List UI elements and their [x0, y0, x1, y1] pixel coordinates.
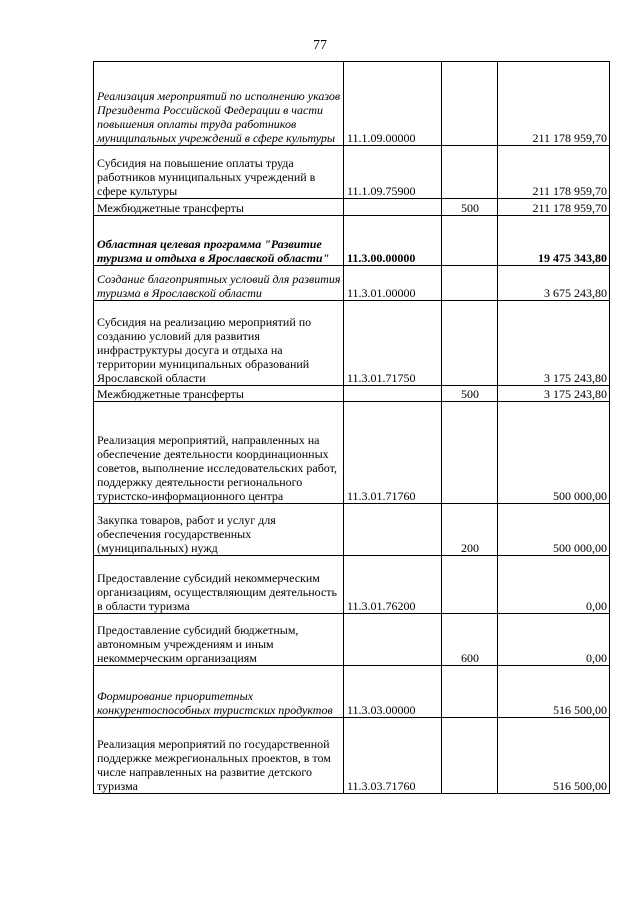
- row-code-cell: 11.1.09.75900: [344, 146, 442, 199]
- row-code-cell: 11.3.03.71760: [344, 718, 442, 794]
- row-expense-type-cell: [442, 402, 498, 504]
- budget-table: [93, 61, 610, 794]
- table-row: [94, 146, 610, 199]
- row-name-cell: Реализация мероприятий по государственной поддержке межрегиональных проектов, в том числе направленных на развитие детского туризма: [94, 718, 344, 794]
- row-code-cell: 11.1.09.00000: [344, 62, 442, 146]
- row-sum-cell: 3 675 243,80: [498, 266, 610, 301]
- row-code-cell: [344, 199, 442, 216]
- row-name-cell: Создание благоприятных условий для развития туризма в Ярославской области: [94, 266, 344, 301]
- row-sum-cell: 0,00: [498, 614, 610, 666]
- row-name-cell: Предоставление субсидий бюджетным, автономным учреждениям и иным некоммерческим организациям: [94, 614, 344, 666]
- row-name-cell: Субсидия на реализацию мероприятий по созданию условий для развития инфраструктуры досуга и отдыха на территории муниципальных образований Ярославской области: [94, 301, 344, 386]
- row-name-cell: Реализация мероприятий, направленных на обеспечение деятельности координационных советов, выполнение исследовательских работ, поддержку деятельности регионального туристско-информационного центра: [94, 402, 344, 504]
- table-row: [94, 556, 610, 614]
- row-code-cell: 11.3.01.00000: [344, 266, 442, 301]
- row-sum-cell: 211 178 959,70: [498, 146, 610, 199]
- row-code-cell: 11.3.00.00000: [344, 216, 442, 266]
- row-code-cell: 11.3.01.71750: [344, 301, 442, 386]
- row-sum-cell: 3 175 243,80: [498, 386, 610, 402]
- table-row: [94, 614, 610, 666]
- row-name-cell: Межбюджетные трансферты: [94, 199, 344, 216]
- table-row: [94, 402, 610, 504]
- row-expense-type-cell: [442, 301, 498, 386]
- row-expense-type-cell: [442, 666, 498, 718]
- table-row: [94, 216, 610, 266]
- table-row: [94, 504, 610, 556]
- row-code-cell: 11.3.03.00000: [344, 666, 442, 718]
- row-name-cell: Реализация мероприятий по исполнению указов Президента Российской Федерации в части повышения оплаты труда работников муниципальных учреждений в сфере культуры: [94, 62, 344, 146]
- row-expense-type-cell: [442, 216, 498, 266]
- table-row: [94, 199, 610, 216]
- row-name-cell: Предоставление субсидий некоммерческим организациям, осуществляющим деятельность в области туризма: [94, 556, 344, 614]
- table-row: [94, 266, 610, 301]
- row-expense-type-cell: 500: [442, 199, 498, 216]
- row-sum-cell: 500 000,00: [498, 504, 610, 556]
- row-sum-cell: 211 178 959,70: [498, 62, 610, 146]
- row-sum-cell: 3 175 243,80: [498, 301, 610, 386]
- row-sum-cell: 211 178 959,70: [498, 199, 610, 216]
- row-name-cell: Закупка товаров, работ и услуг для обеспечения государственных (муниципальных) нужд: [94, 504, 344, 556]
- row-sum-cell: 516 500,00: [498, 718, 610, 794]
- row-name-cell: Областная целевая программа "Развитие туризма и отдыха в Ярославской области": [94, 216, 344, 266]
- table-row: [94, 62, 610, 146]
- row-name-cell: Субсидия на повышение оплаты труда работников муниципальных учреждений в сфере культуры: [94, 146, 344, 199]
- row-expense-type-cell: [442, 266, 498, 301]
- budget-table-body: [94, 62, 610, 794]
- row-name-cell: Формирование приоритетных конкурентоспособных туристских продуктов: [94, 666, 344, 718]
- row-code-cell: [344, 614, 442, 666]
- row-code-cell: [344, 386, 442, 402]
- row-expense-type-cell: 200: [442, 504, 498, 556]
- row-code-cell: 11.3.01.76200: [344, 556, 442, 614]
- table-row: [94, 301, 610, 386]
- table-row: [94, 386, 610, 402]
- row-code-cell: [344, 504, 442, 556]
- row-expense-type-cell: [442, 146, 498, 199]
- row-sum-cell: 516 500,00: [498, 666, 610, 718]
- row-expense-type-cell: [442, 718, 498, 794]
- table-row: [94, 718, 610, 794]
- row-code-cell: 11.3.01.71760: [344, 402, 442, 504]
- row-name-cell: Межбюджетные трансферты: [94, 386, 344, 402]
- row-expense-type-cell: 600: [442, 614, 498, 666]
- row-sum-cell: 19 475 343,80: [498, 216, 610, 266]
- row-expense-type-cell: 500: [442, 386, 498, 402]
- row-expense-type-cell: [442, 556, 498, 614]
- table-row: [94, 666, 610, 718]
- row-expense-type-cell: [442, 62, 498, 146]
- row-sum-cell: 500 000,00: [498, 402, 610, 504]
- row-sum-cell: 0,00: [498, 556, 610, 614]
- page-number: 77: [313, 38, 327, 53]
